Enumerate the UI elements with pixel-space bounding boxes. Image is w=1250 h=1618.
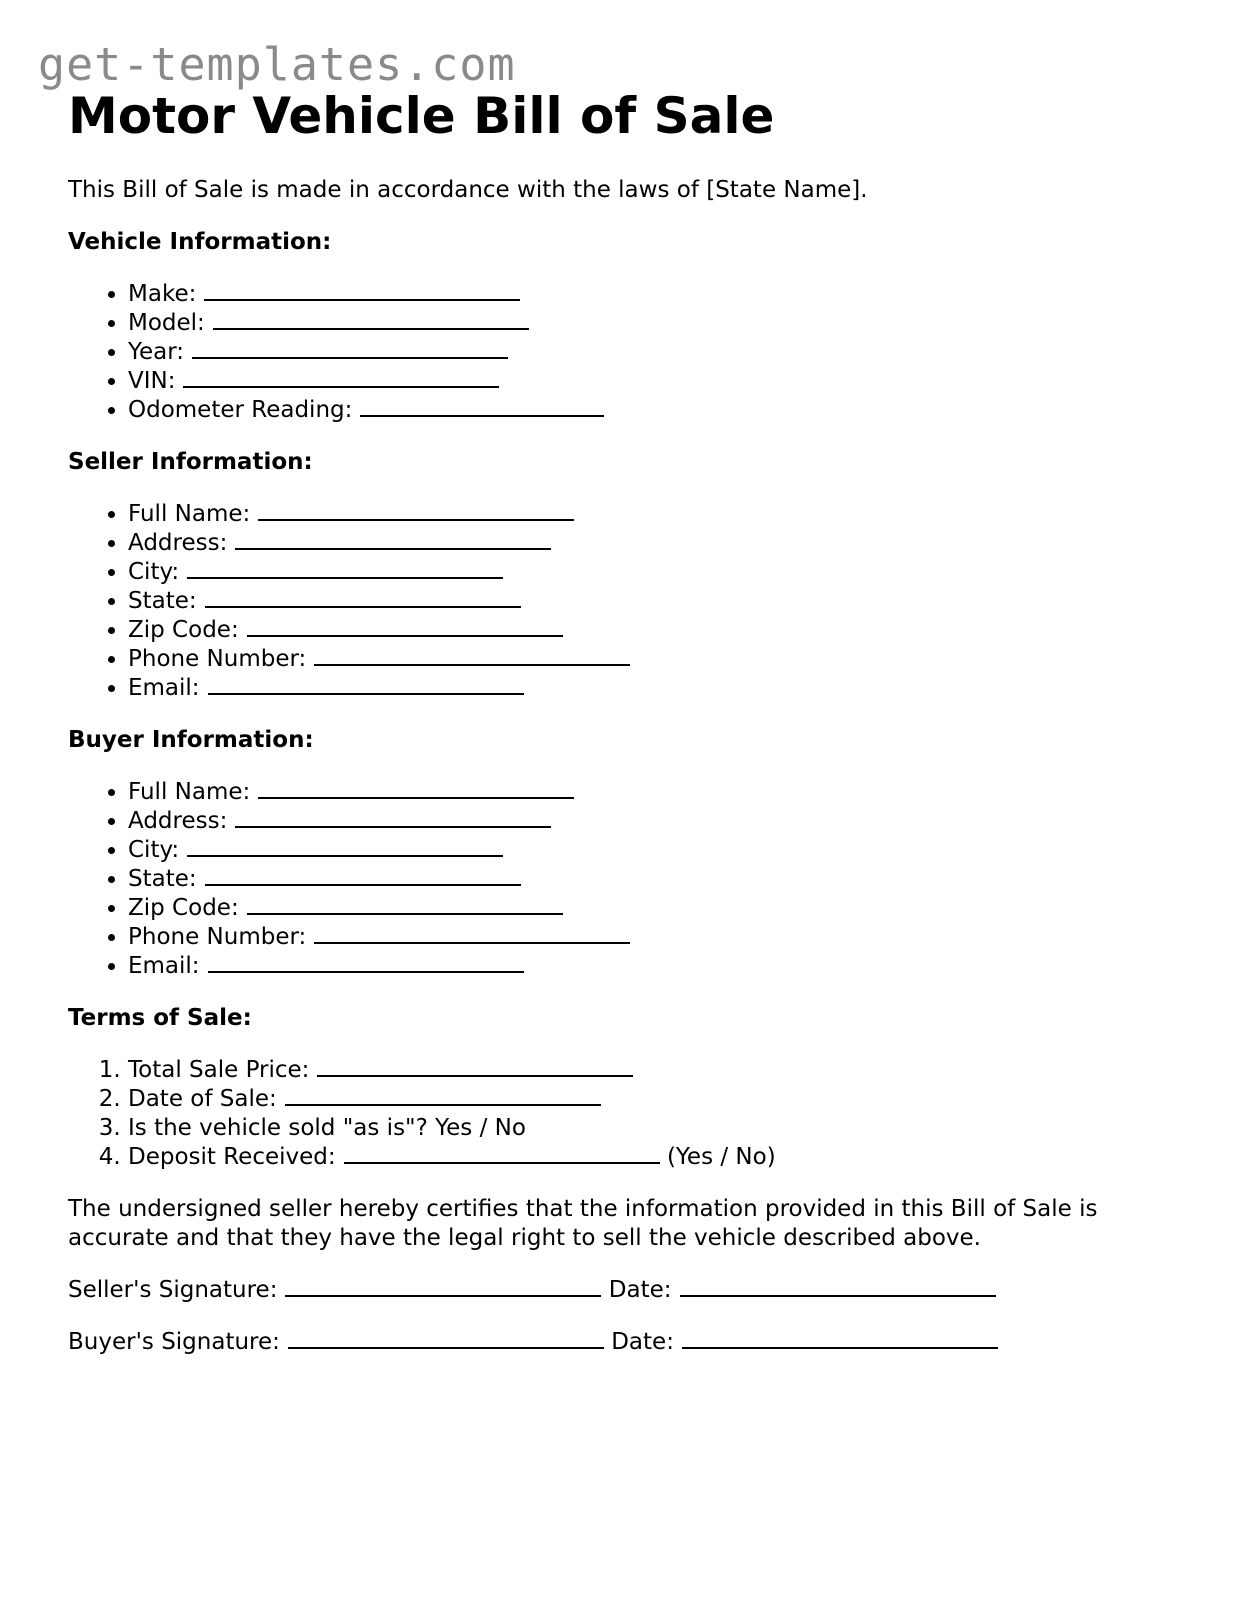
buyer-heading: Buyer Information: [68, 727, 314, 753]
buyer-city-field[interactable] [187, 837, 503, 857]
seller-email-field[interactable] [208, 675, 524, 695]
buyer-date-field[interactable] [682, 1329, 998, 1349]
seller-heading: Seller Information: [68, 449, 313, 475]
seller-zip-field[interactable] [247, 617, 563, 637]
seller-phone-item: • Phone Number: [128, 645, 1198, 674]
vehicle-year-item: • Year: [128, 338, 1198, 367]
buyer-city-item: • City: [128, 836, 1198, 865]
buyer-signature-line: Buyer's Signature: Date: [68, 1328, 1198, 1357]
seller-email-item: • Email: [128, 674, 1198, 703]
deposit-field[interactable] [344, 1144, 660, 1164]
buyer-email-field[interactable] [208, 953, 524, 973]
vehicle-model-item: • Model: [128, 309, 1198, 338]
seller-city-item: • City: [128, 558, 1198, 587]
seller-address-field[interactable] [235, 530, 551, 550]
vehicle-list [68, 280, 1198, 425]
seller-signature-field[interactable] [285, 1277, 601, 1297]
buyer-signature-field[interactable] [288, 1329, 604, 1349]
buyer-state-field[interactable] [205, 866, 521, 886]
buyer-name-field[interactable] [258, 779, 574, 799]
terms-as-is-item: 3. Is the vehicle sold "as is"? Yes / No [128, 1114, 1198, 1143]
make-field[interactable] [204, 281, 520, 301]
model-field[interactable] [213, 310, 529, 330]
terms-list [68, 1056, 1198, 1172]
seller-address-item: • Address: [128, 529, 1198, 558]
seller-name-field[interactable] [258, 501, 574, 521]
seller-phone-field[interactable] [314, 646, 630, 666]
terms-heading: Terms of Sale: [68, 1005, 252, 1031]
seller-list [68, 500, 1198, 703]
buyer-phone-field[interactable] [314, 924, 630, 944]
buyer-address-field[interactable] [235, 808, 551, 828]
year-field[interactable] [192, 339, 508, 359]
vin-field[interactable] [183, 368, 499, 388]
seller-zip-item: • Zip Code: [128, 616, 1198, 645]
vehicle-vin-item: • VIN: [128, 367, 1198, 396]
buyer-phone-item: • Phone Number: [128, 923, 1198, 952]
buyer-name-item: • Full Name: [128, 778, 1198, 807]
certification-text: The undersigned seller hereby certifies that the information provided in this Bill of Sale is accurate and that they have the legal right to sell the vehicle described above. [68, 1196, 1098, 1251]
watermark: get-templates.com [38, 38, 516, 91]
vehicle-make-item: • Make: [128, 280, 1198, 309]
seller-date-field[interactable] [680, 1277, 996, 1297]
seller-signature-line: Seller's Signature: Date: [68, 1276, 1198, 1305]
buyer-zip-item: • Zip Code: [128, 894, 1198, 923]
vehicle-heading: Vehicle Information: [68, 229, 332, 255]
terms-date-item: 2. Date of Sale: [128, 1085, 1198, 1114]
seller-city-field[interactable] [187, 559, 503, 579]
buyer-email-item: • Email: [128, 952, 1198, 981]
seller-state-field[interactable] [205, 588, 521, 608]
document-page [68, 84, 1198, 1357]
buyer-zip-field[interactable] [247, 895, 563, 915]
buyer-list [68, 778, 1198, 981]
terms-price-item: 1. Total Sale Price: [128, 1056, 1198, 1085]
document-title: Motor Vehicle Bill of Sale [68, 87, 775, 145]
buyer-address-item: • Address: [128, 807, 1198, 836]
buyer-state-item: • State: [128, 865, 1198, 894]
odometer-field[interactable] [360, 397, 604, 417]
intro-text: This Bill of Sale is made in accordance with the laws of [State Name]. [68, 177, 868, 203]
total-price-field[interactable] [317, 1057, 633, 1077]
seller-state-item: • State: [128, 587, 1198, 616]
date-of-sale-field[interactable] [285, 1086, 601, 1106]
vehicle-odometer-item: • Odometer Reading: [128, 396, 1198, 425]
terms-deposit-item: 4. Deposit Received: (Yes / No) [128, 1143, 1198, 1172]
seller-name-item: • Full Name: [128, 500, 1198, 529]
